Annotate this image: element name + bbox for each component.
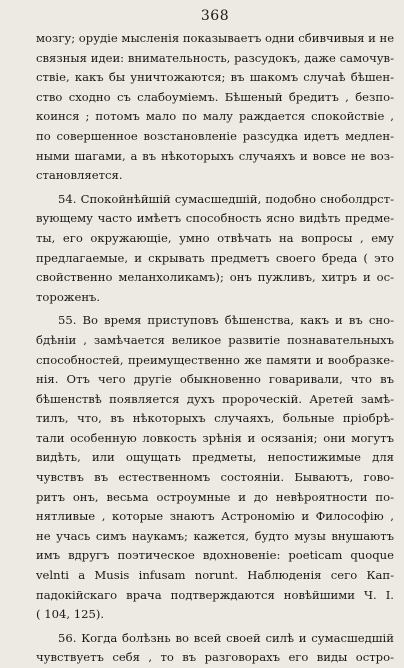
text-line: бдѣніи , замѣчается великое развитіе познавательныхъ <box>36 332 394 347</box>
text-line: ствіе, какъ бы уничтожаются; въ шакомъ случаѣ бѣшен- <box>36 70 394 85</box>
text-line: способностей, преимущественно же памяти и вообразке- <box>36 352 394 367</box>
text-line: нятливые , которые знаютъ Астрономію и Философію , <box>36 509 394 524</box>
text-line: тороженъ. <box>36 289 101 304</box>
text-line: бѣшенствѣ появляется духъ пророческій. Аретей замѣ- <box>36 391 394 406</box>
text-line: видѣть, или ощущать предметы, непостижимые для <box>36 450 394 465</box>
text-line: чувствъ въ естественномъ состояніи. Бываютъ, гово- <box>36 470 394 485</box>
text-line: ритъ онъ, весьма остроумные и до невѣроятности по- <box>36 489 394 504</box>
paragraph-56-start: 56. Когда болѣзнь во всей своей силѣ и сумасшедшій <box>58 630 394 645</box>
text-line: предлагаемые, и скрывать предметъ своего бреда ( это <box>36 250 394 265</box>
text-line: чувствуетъ себя , то въ разговорахъ его виды остро- <box>36 650 394 665</box>
text-line: не учась симъ наукамъ; кажется, будто музы внушаютъ <box>36 528 394 543</box>
paragraph-55-start: 55. Во время приступовъ бѣшенства, какъ и въ сно- <box>58 313 394 328</box>
text-line: свойственно меланхоликамъ); онъ пужливъ, хитръ и ос- <box>36 270 394 285</box>
text-line: связныя идеи: внимательность, разсудокъ, даже самочув- <box>36 50 394 65</box>
text-line: коинся ; потомъ мало по малу раждается спокойствіе , <box>36 109 394 124</box>
text-line: ( 104, 125). <box>36 607 105 622</box>
text-line: нія. Отъ чего другіе обыкновенно говаривали, что въ <box>36 372 394 387</box>
text-line: падокійскаго врача подтверждаются новѣйшими Ч. I. <box>36 587 394 602</box>
text-line: ными шагами, а въ нѣкоторыхъ случаяхъ и вовсе не воз- <box>36 148 394 163</box>
text-line: становляется. <box>36 168 123 183</box>
paragraph-54-start: 54. Спокойнѣйшій сумасшедшій, подобно сноболдрст- <box>58 191 394 206</box>
text-line: имъ вдругъ поэтическое вдохновеніе: poeticam quoque <box>36 548 394 563</box>
text-line: по совершенное возстановленіе разсудка идетъ медлен- <box>36 128 394 143</box>
text-line: вующему часто имѣетъ способность ясно видѣть предме- <box>36 211 394 226</box>
page-number: 368 <box>200 8 230 24</box>
text-line: мозгу; орудіе мысленія показываетъ одни сбивчивыя и не <box>36 31 394 45</box>
text-line: ты, его окружающіе, умно отвѣчать на вопросы , ему <box>36 230 394 245</box>
text-line: тали особенную ловкость зрѣнія и осязанія; они могутъ <box>36 430 394 445</box>
text-line: тилъ, что, въ нѣкоторыхъ случаяхъ, больные пріобрѣ- <box>36 411 394 426</box>
text-line: velnti a Musis infusam norunt. Наблюденія сего Кап- <box>36 568 394 583</box>
text-line: ство сходно съ слабоуміемъ. Бѣшеный бредитъ , безпо- <box>36 89 394 104</box>
text-body <box>36 29 394 668</box>
